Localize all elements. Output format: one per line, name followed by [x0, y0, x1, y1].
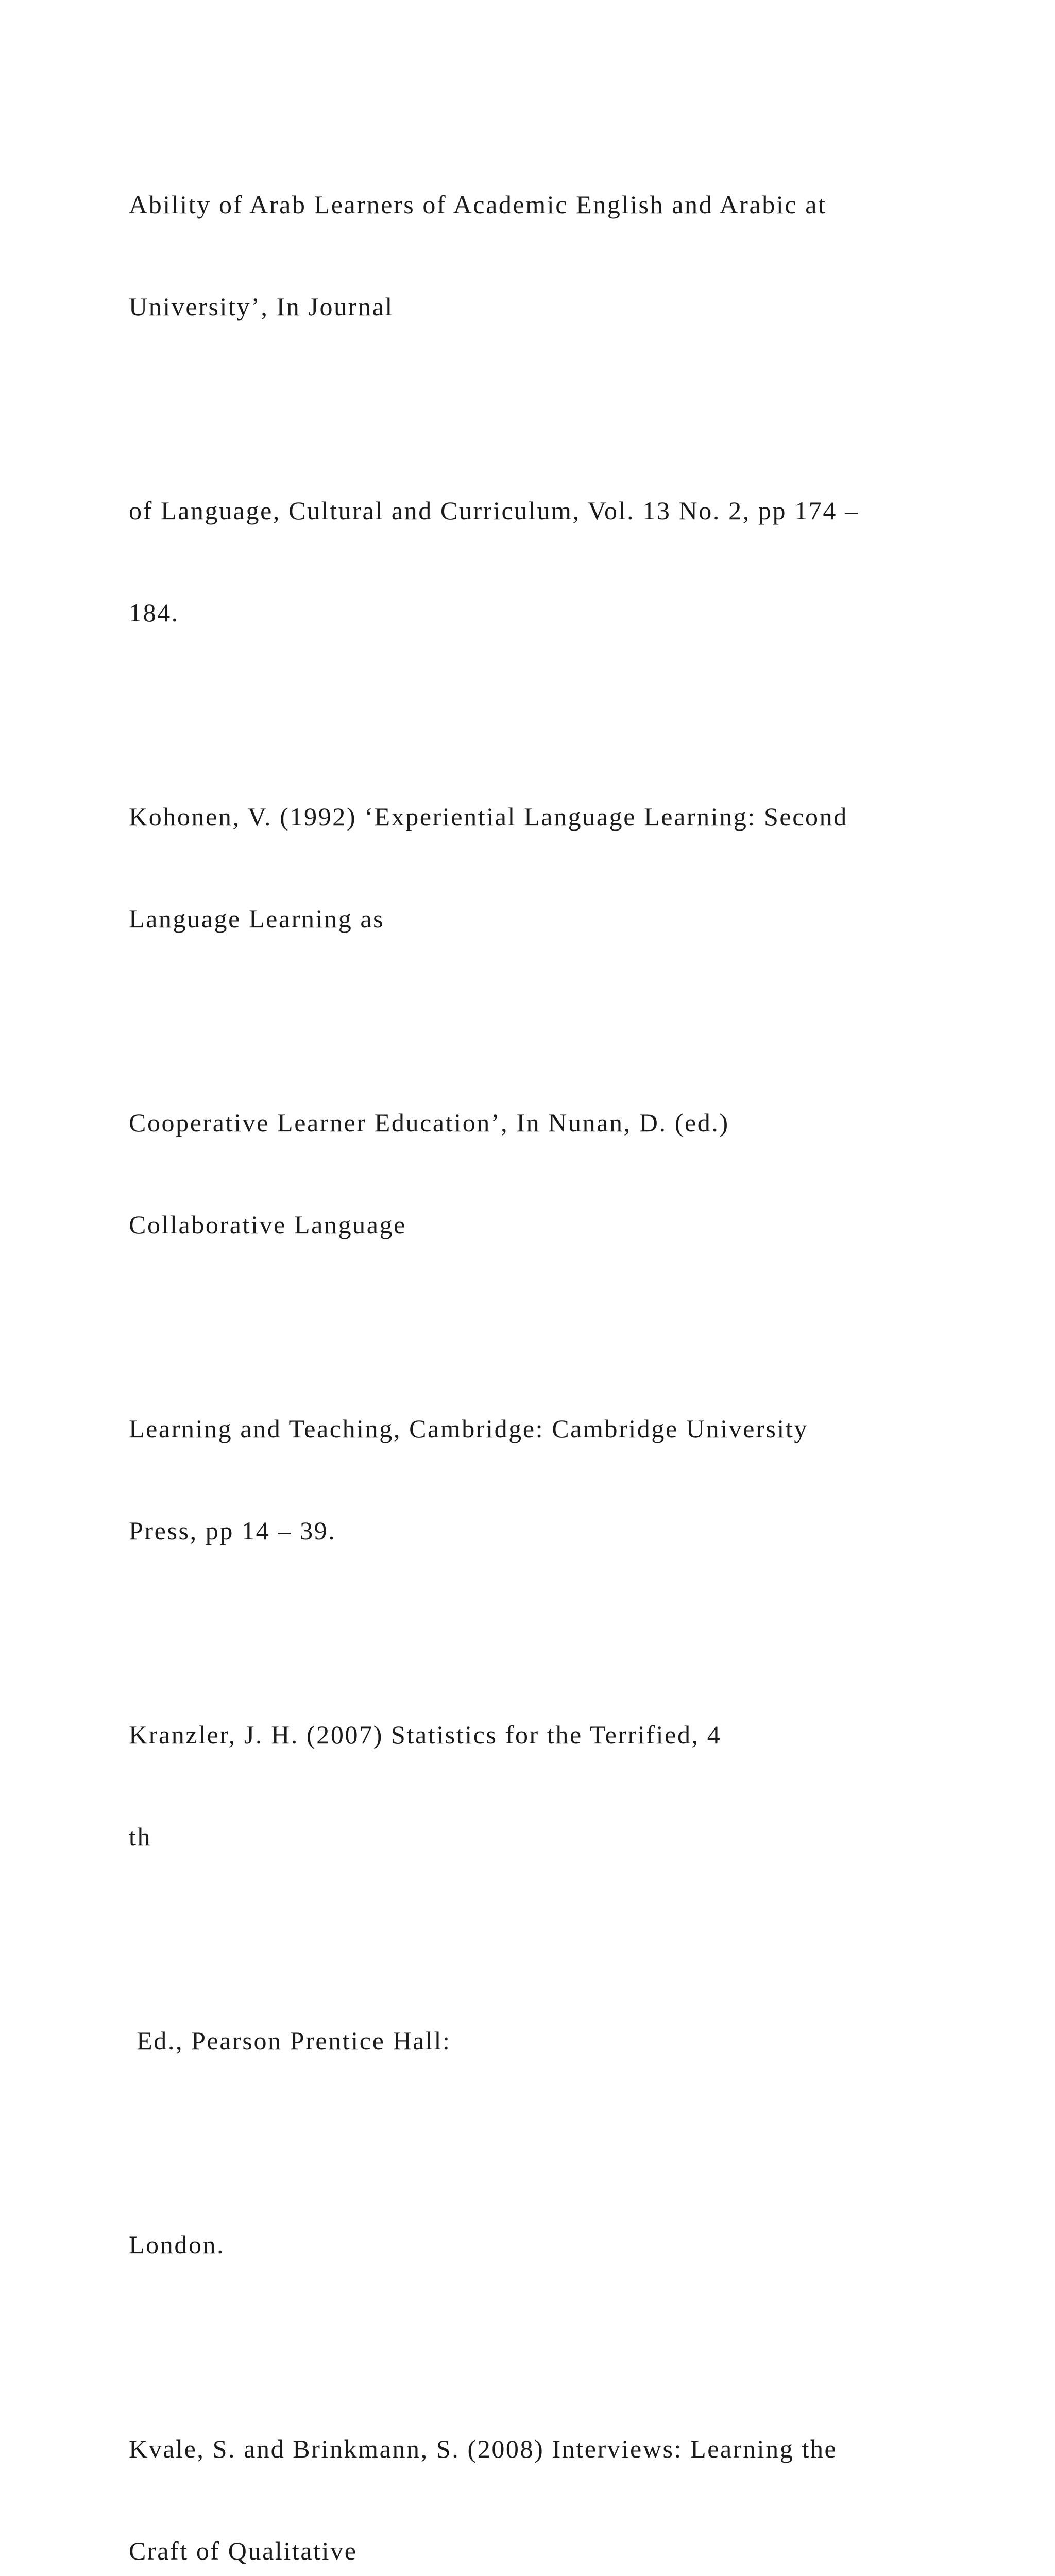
text-line: Ed., Pearson Prentice Hall: — [129, 2026, 451, 2055]
reference-paragraph — [129, 1344, 953, 1616]
text-line: University’, In Journal — [129, 292, 394, 321]
reference-paragraph — [129, 1956, 953, 2126]
reference-paragraph — [129, 732, 953, 1004]
reference-paragraph — [129, 120, 953, 392]
reference-list — [129, 120, 953, 2576]
text-line: Ability of Arab Learners of Academic English and Arabic at — [129, 190, 827, 219]
reference-paragraph — [129, 1650, 953, 1922]
text-line: 184. — [129, 598, 179, 627]
reference-paragraph — [129, 1038, 953, 1310]
text-line: Craft of Qualitative — [129, 2536, 358, 2565]
reference-paragraph — [129, 2364, 953, 2576]
text-line: Kohonen, V. (1992) ‘Experiential Language Learning: Second — [129, 802, 848, 831]
text-line: th — [129, 1822, 152, 1851]
text-line: Collaborative Language — [129, 1210, 406, 1239]
text-line: of Language, Cultural and Curriculum, Vol. 13 No. 2, pp 174 – — [129, 496, 859, 525]
reference-paragraph — [129, 2160, 953, 2330]
reference-paragraph — [129, 426, 953, 698]
text-line: Kvale, S. and Brinkmann, S. (2008) Interviews: Learning the — [129, 2434, 838, 2463]
text-line: London. — [129, 2230, 225, 2259]
text-line: Press, pp 14 – 39. — [129, 1516, 336, 1545]
text-line: Learning and Teaching, Cambridge: Cambridge University — [129, 1414, 808, 1443]
text-line: Cooperative Learner Education’, In Nunan, D. (ed.) — [129, 1108, 729, 1137]
text-line: Kranzler, J. H. (2007) Statistics for the Terrified, 4 — [129, 1720, 722, 1749]
text-line: Language Learning as — [129, 904, 385, 933]
